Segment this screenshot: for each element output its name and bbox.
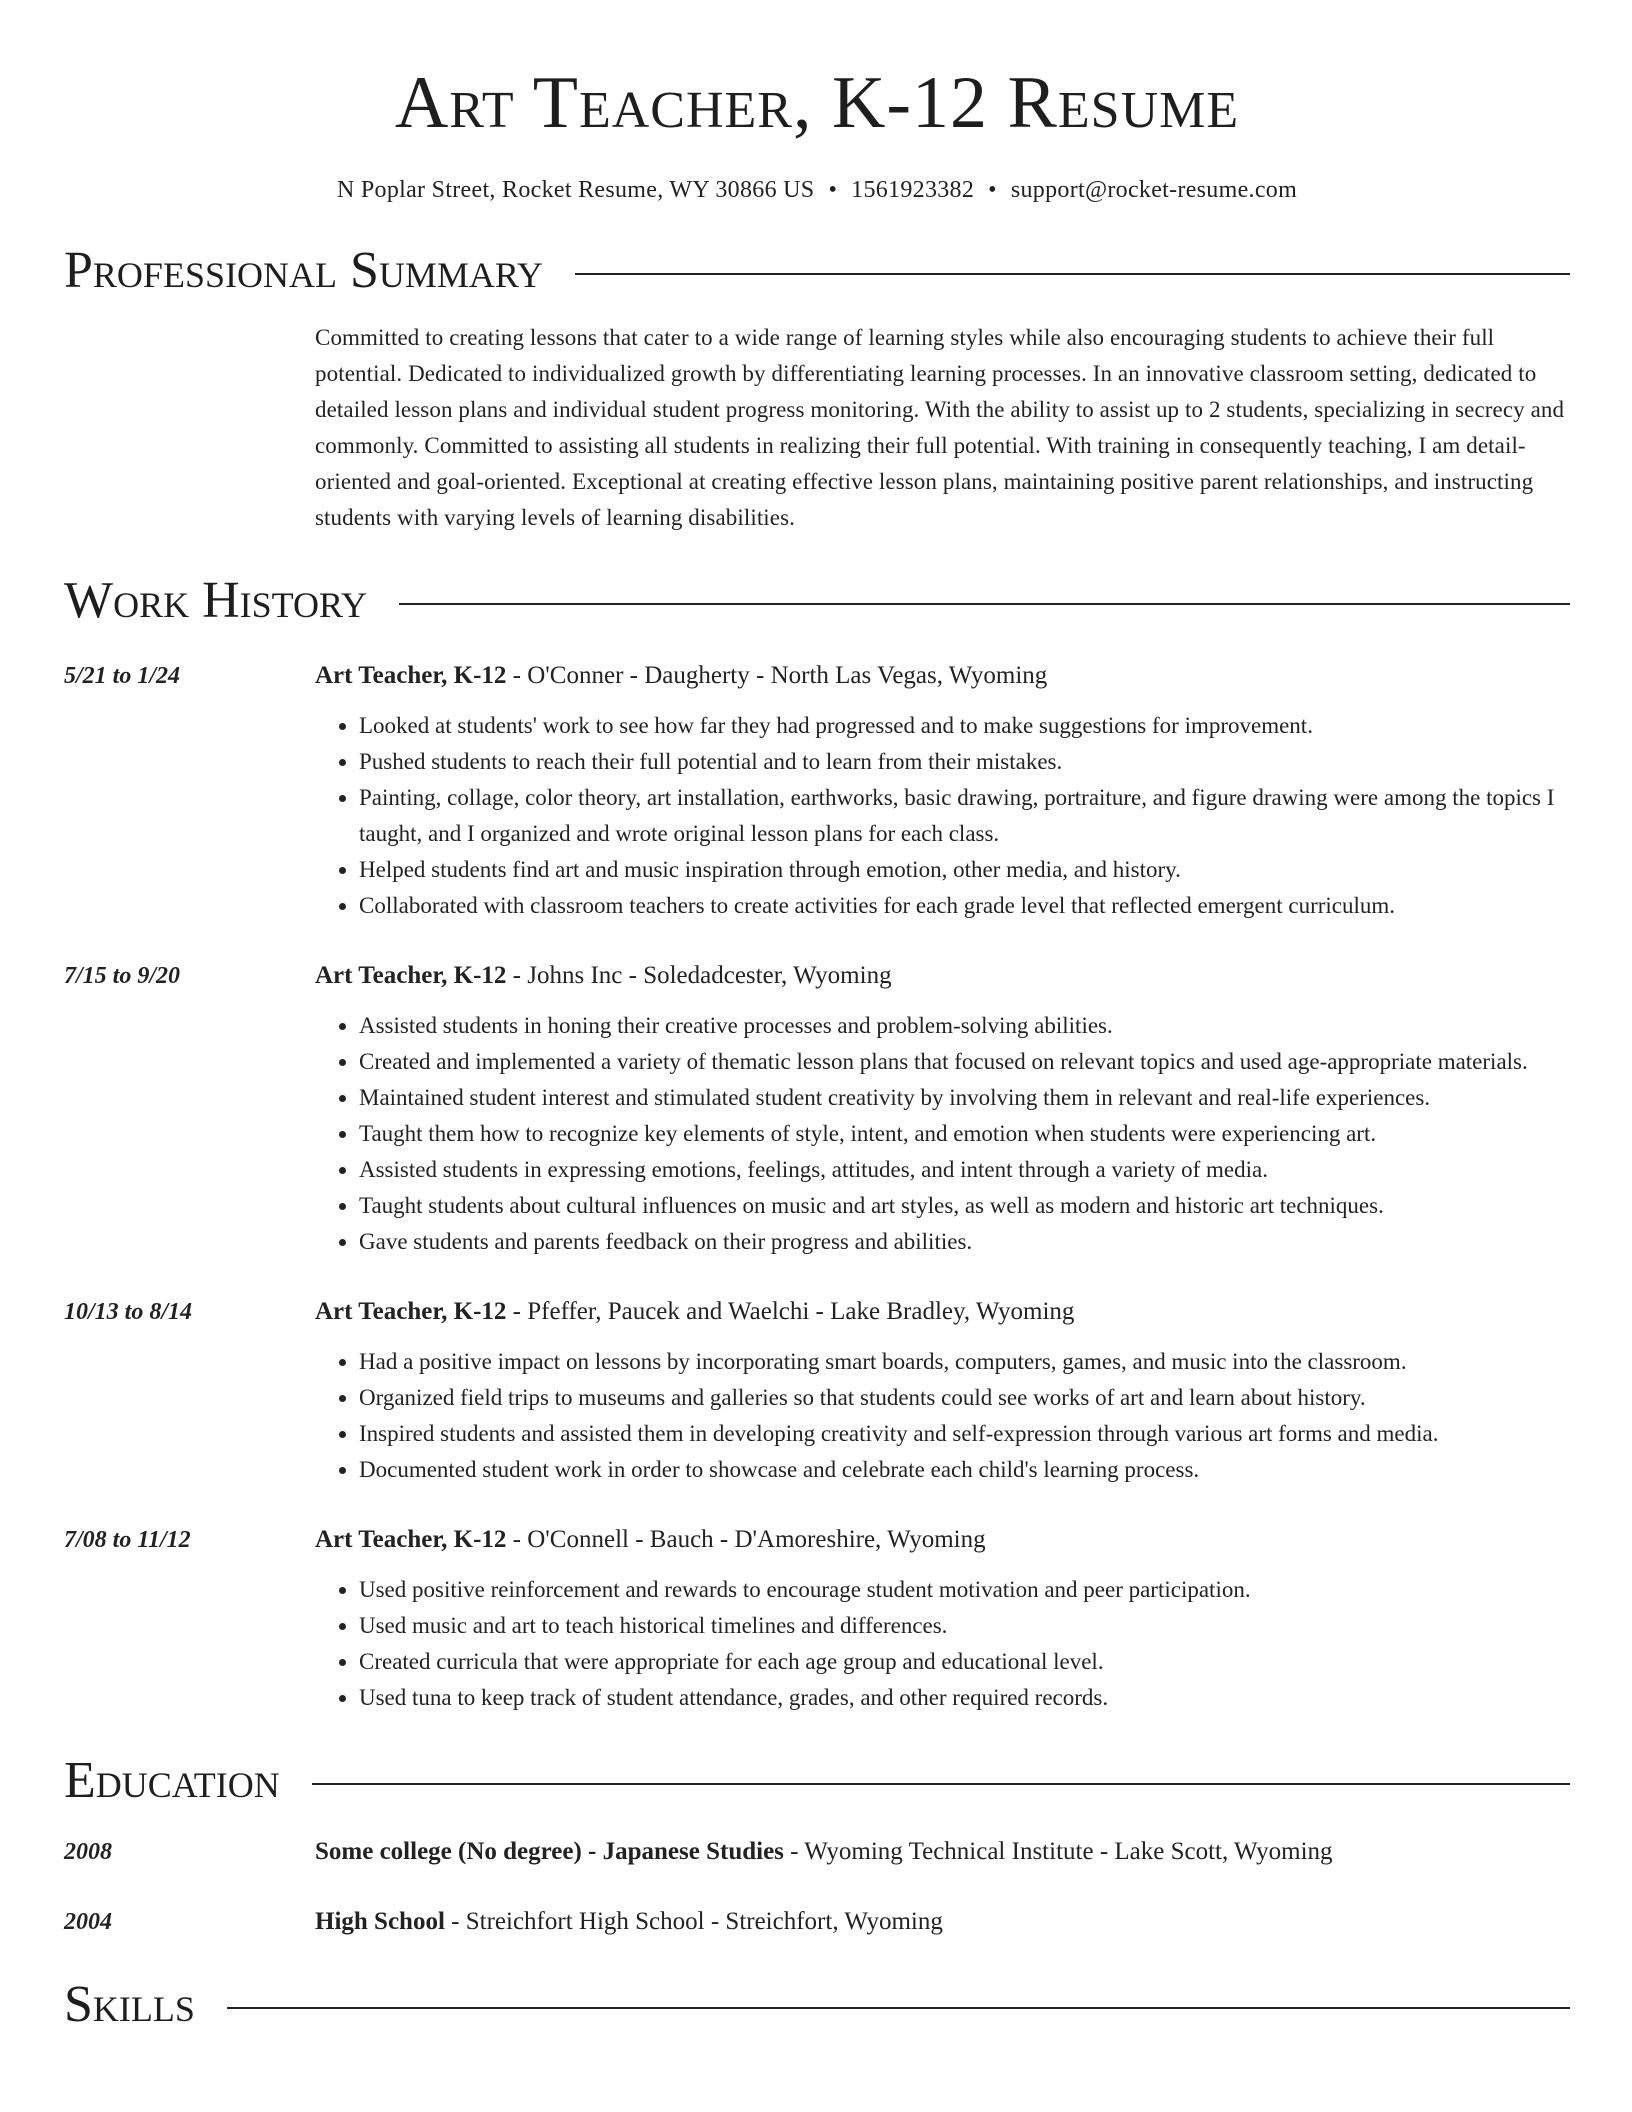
education-year: 2008: [64, 1839, 112, 1865]
job-heading: [315, 958, 1570, 994]
resume-name: Art Teacher, K-12 Resume: [394, 62, 1240, 144]
section-divider: [399, 603, 1570, 605]
job-employer: - Johns Inc - Soledadcester, Wyoming: [506, 962, 892, 989]
job-bullets: [315, 1344, 1570, 1488]
job-body: [315, 1522, 1570, 1716]
contact-phone: 1561923382: [851, 177, 975, 203]
job-dates: 7/08 to 11/12: [64, 1527, 191, 1553]
education-school: - Streichfort High School - Streichfort, Wyoming: [444, 1908, 943, 1935]
contact-email: support@rocket-resume.com: [1010, 177, 1298, 203]
education-degree: High School: [315, 1908, 445, 1935]
job-bullet: • Created and implemented a variety of thematic lesson plans that focused on relevant topics and used age-appropriate materials.: [359, 1044, 1570, 1080]
job-dates: 5/21 to 1/24: [64, 663, 181, 689]
education-body: [315, 1904, 1570, 1940]
job-entry: [64, 1294, 1570, 1488]
job-bullet: • Maintained student interest and stimulated student creativity by involving them in relevant and real-life experiences.: [359, 1080, 1570, 1116]
job-heading: [315, 658, 1570, 694]
work-section-header: [64, 570, 1570, 632]
job-bullet: • Had a positive impact on lessons by incorporating smart boards, computers, games, and music into the classroom.: [359, 1344, 1570, 1380]
job-bullet: • Taught students about cultural influences on music and art styles, as well as modern and historic art techniques.: [359, 1188, 1570, 1224]
job-bullet: • Taught them how to recognize key elements of style, intent, and emotion when students were experiencing art.: [359, 1116, 1570, 1152]
section-divider: [312, 1783, 1570, 1785]
job-bullet: • Collaborated with classroom teachers to create activities for each grade level that reflected emergent curriculum.: [359, 888, 1570, 924]
contact-separator: •: [988, 177, 997, 203]
education-body: [315, 1834, 1570, 1870]
job-bullet: • Assisted students in expressing emotions, feelings, attitudes, and intent through a variety of media.: [359, 1152, 1570, 1188]
job-heading: [315, 1294, 1570, 1330]
job-title: Art Teacher, K-12: [315, 1526, 507, 1553]
job-title: Art Teacher, K-12: [315, 962, 507, 989]
education-year: 2004: [64, 1909, 112, 1935]
job-dates: 10/13 to 8/14: [64, 1299, 193, 1325]
work-history-list: [64, 658, 1570, 1716]
job-entry: [64, 1522, 1570, 1716]
job-bullet: • Inspired students and assisted them in developing creativity and self-expression through various art forms and media.: [359, 1416, 1570, 1452]
job-bullet: • Assisted students in honing their creative processes and problem-solving abilities.: [359, 1008, 1570, 1044]
contact-line: [64, 174, 1570, 206]
contact-separator: •: [828, 177, 838, 203]
job-bullet: • Used positive reinforcement and rewards to encourage student motivation and peer participation.: [359, 1572, 1570, 1608]
job-bullet: • Pushed students to reach their full potential and to learn from their mistakes.: [359, 744, 1570, 780]
education-heading: [315, 1834, 1570, 1870]
section-divider: [227, 2007, 1570, 2009]
job-bullet: • Looked at students' work to see how far they had progressed and to make suggestions for improvement.: [359, 708, 1570, 744]
job-bullets: [315, 1008, 1570, 1260]
job-body: [315, 958, 1570, 1260]
job-heading: [315, 1522, 1570, 1558]
job-bullet: • Documented student work in order to showcase and celebrate each child's learning process.: [359, 1452, 1570, 1488]
job-employer: - O'Connell - Bauch - D'Amoreshire, Wyoming: [506, 1526, 986, 1553]
section-divider: [575, 273, 1570, 275]
job-employer: - O'Conner - Daugherty - North Las Vegas, Wyoming: [506, 662, 1048, 689]
job-bullets: [315, 708, 1570, 924]
job-bullet: • Used tuna to keep track of student attendance, grades, and other required records.: [359, 1680, 1570, 1716]
education-degree: Some college (No degree) - Japanese Studies: [315, 1838, 784, 1865]
summary-text: Committed to creating lessons that cater to a wide range of learning styles while also encouraging students to achieve their full potential. Dedicated to individualized growth by differentiating learning processes. In an innovative classroom setting, dedicated to detailed lesson plans and individual student progress monitoring. With the ability to assist up to 2 students, specializing in secrecy and commonly. Committed to assisting all students in realizing their full potential. With training in consequently teaching, I am detail-oriented and goal-oriented. Exceptional at creating effective lesson plans, maintaining positive parent relationships, and instructing students with varying levels of learning disabilities.: [315, 325, 1565, 530]
job-bullet: • Created curricula that were appropriate for each age group and educational level.: [359, 1644, 1570, 1680]
education-heading: [315, 1904, 1570, 1940]
summary-section-title: Professional Summary: [64, 242, 543, 299]
skills-section-header: [64, 1974, 1570, 2036]
job-bullet: • Painting, collage, color theory, art installation, earthworks, basic drawing, portraiture, and figure drawing were among the topics I taught, and I organized and wrote original lesson plans for each class.: [359, 780, 1570, 852]
education-section-header: [64, 1750, 1570, 1812]
summary-section-header: [64, 240, 1570, 302]
job-dates: 7/15 to 9/20: [64, 963, 181, 989]
job-entry: [64, 958, 1570, 1260]
education-section-title: Education: [64, 1752, 280, 1809]
job-bullets: [315, 1572, 1570, 1716]
education-school: - Wyoming Technical Institute - Lake Scott, Wyoming: [783, 1838, 1333, 1865]
job-title: Art Teacher, K-12: [315, 1298, 507, 1325]
job-entry: [64, 658, 1570, 924]
education-list: [64, 1834, 1570, 1940]
work-section-title: Work History: [64, 572, 368, 629]
job-bullet: • Helped students find art and music inspiration through emotion, other media, and history.: [359, 852, 1570, 888]
education-entry: [64, 1904, 1570, 1940]
job-body: [315, 1294, 1570, 1488]
skills-section-title: Skills: [64, 1976, 195, 2033]
contact-address: N Poplar Street, Rocket Resume, WY 30866 US: [336, 177, 815, 203]
job-bullet: • Gave students and parents feedback on their progress and abilities.: [359, 1224, 1570, 1260]
job-bullet: • Used music and art to teach historical timelines and differences.: [359, 1608, 1570, 1644]
job-employer: - Pfeffer, Paucek and Waelchi - Lake Bradley, Wyoming: [506, 1298, 1075, 1325]
job-title: Art Teacher, K-12: [315, 662, 507, 689]
education-entry: [64, 1834, 1570, 1870]
job-bullet: • Organized field trips to museums and galleries so that students could see works of art and learn about history.: [359, 1380, 1570, 1416]
job-body: [315, 658, 1570, 924]
